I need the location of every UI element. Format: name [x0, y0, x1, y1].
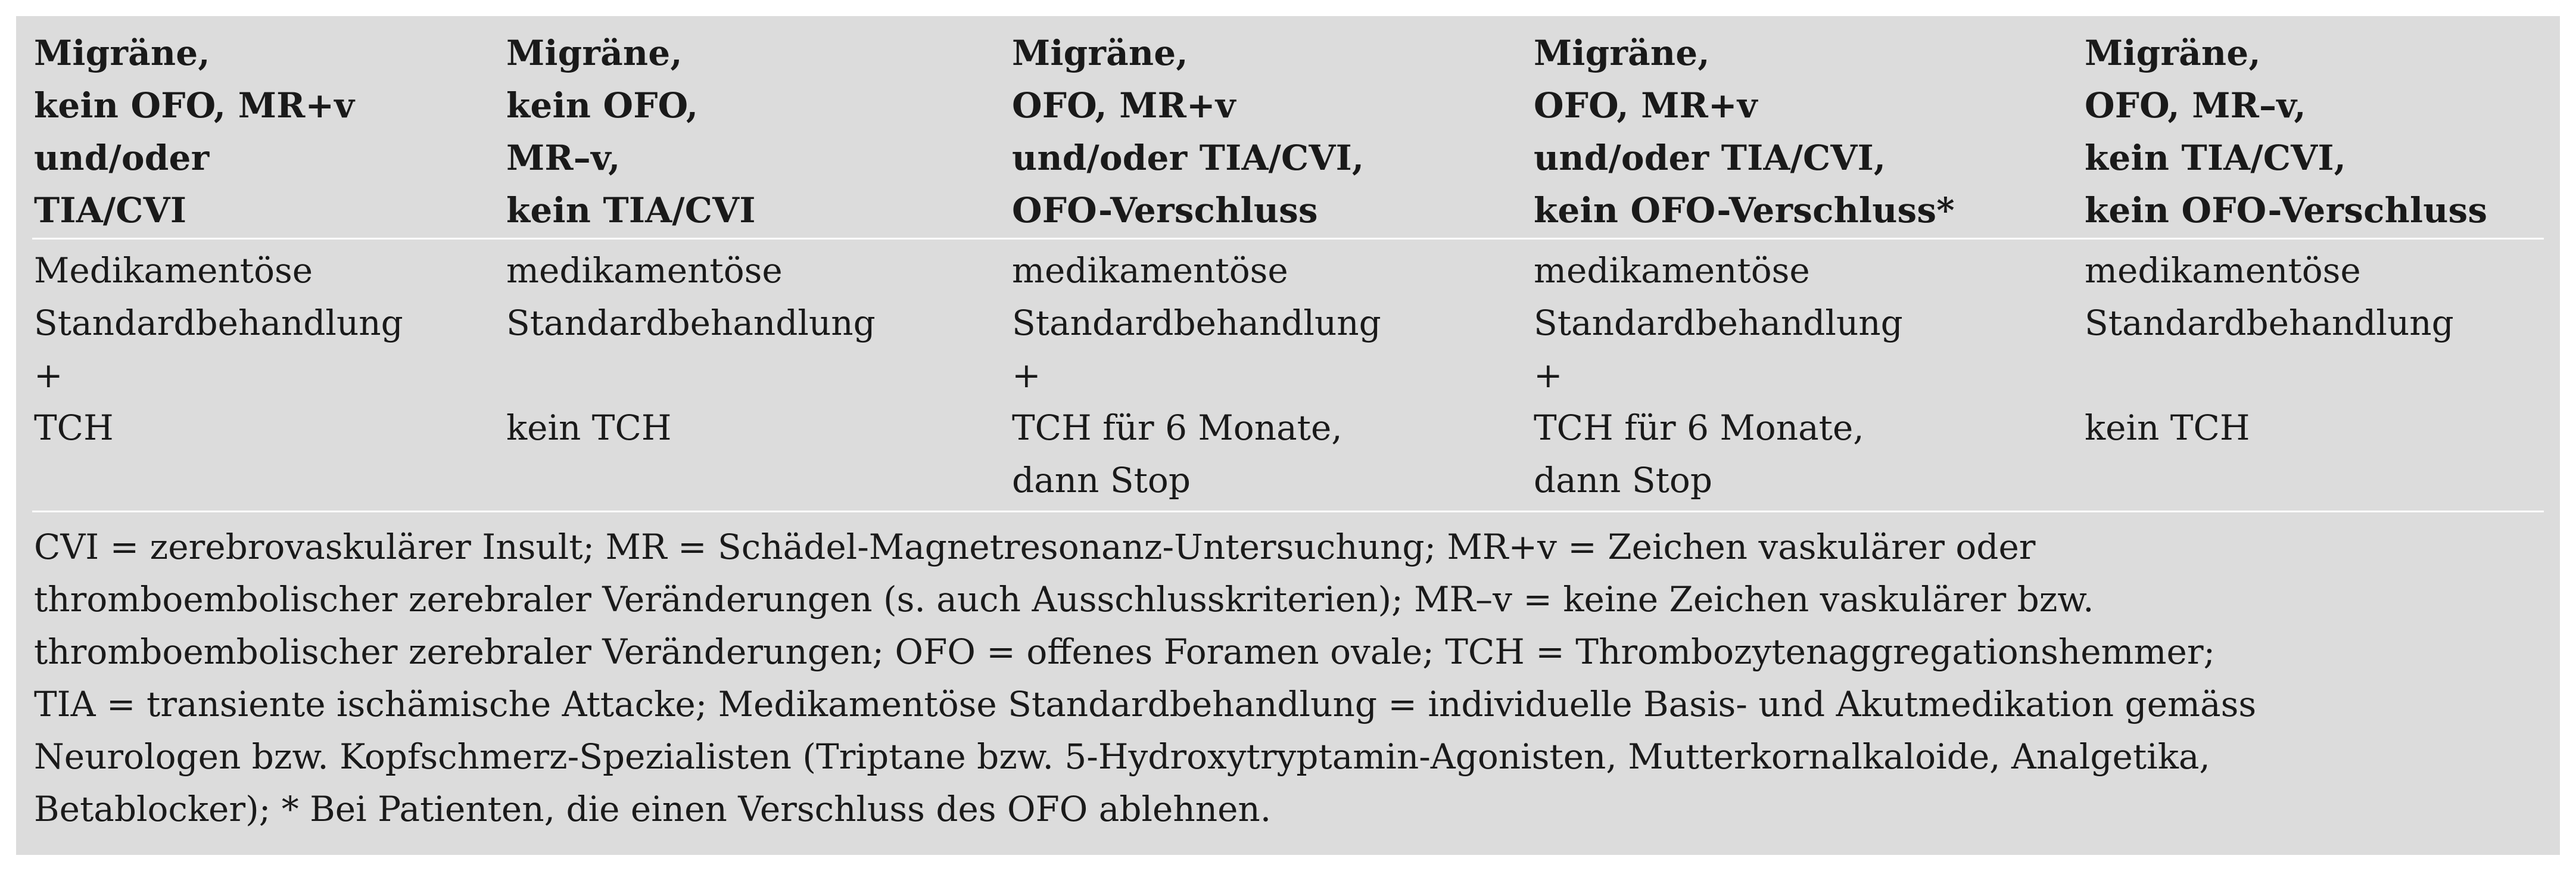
body-line: + — [34, 355, 63, 396]
body-line: TCH für 6 Monate, — [1012, 407, 1342, 448]
footnote-divider — [32, 511, 2544, 512]
body-line: kein TCH — [2085, 407, 2250, 448]
body-line: dann Stop — [1012, 460, 1191, 500]
footnote-line: CVI = zerebrovaskulärer Insult; MR = Schädel-Magnetresonanz-Untersuchung; MR+v = Zeichen vaskulärer oder — [34, 527, 2036, 567]
body-line: Standardbehandlung — [1012, 303, 1381, 343]
header-line: Migräne, — [1012, 33, 1188, 73]
footnote-line: thromboembolischer zerebraler Veränderungen (s. auch Ausschlusskriterien); MR–v = keine Zeichen vaskulärer bzw. — [34, 579, 2094, 620]
footnote-line: TIA = transiente ischämische Attacke; Medikamentöse Standardbehandlung = individuelle Basis- und Akutmedikation gemäss — [34, 684, 2257, 724]
column-body — [506, 244, 876, 454]
table-panel — [16, 16, 2560, 855]
body-line: + — [1012, 355, 1041, 396]
footnote-line: Neurologen bzw. Kopfschmerz-Spezialisten (Triptane bzw. 5-Hydroxytryptamin-Agonisten, Mutterkornalkaloide, Analgetika, — [34, 736, 2210, 777]
body-line: TCH für 6 Monate, — [1534, 407, 1864, 448]
body-line: Standardbehandlung — [506, 303, 876, 343]
column-header — [1012, 27, 1364, 237]
body-line: Medikamentöse — [34, 250, 313, 291]
column-body — [2085, 244, 2454, 454]
column-header — [506, 27, 756, 237]
body-line: medikamentöse — [1012, 250, 1288, 291]
body-line: TCH — [34, 407, 114, 448]
header-line: und/oder TIA/CVI, — [1534, 138, 1886, 178]
column-body — [1012, 244, 1381, 506]
column-body — [1534, 244, 1903, 506]
header-line: und/oder TIA/CVI, — [1012, 138, 1365, 178]
body-line: medikamentöse — [1534, 250, 1810, 291]
header-line: kein OFO, — [506, 85, 699, 126]
header-line: Migräne, — [2085, 33, 2261, 73]
header-line: kein TIA/CVI — [506, 190, 756, 231]
body-line: Standardbehandlung — [1534, 303, 1903, 343]
header-line: und/oder — [34, 138, 210, 178]
header-line: TIA/CVI — [34, 190, 187, 231]
body-line: Standardbehandlung — [2085, 303, 2454, 343]
footnote-line: thromboembolischer zerebraler Veränderungen; OFO = offenes Foramen ovale; TCH = Thrombozytenaggregationshemmer; — [34, 632, 2216, 672]
body-line: medikamentöse — [506, 250, 783, 291]
body-line — [506, 349, 876, 402]
body-line: dann Stop — [1534, 460, 1712, 500]
header-line: OFO, MR–v, — [2085, 85, 2306, 126]
header-divider — [32, 238, 2544, 239]
body-line: + — [1534, 355, 1563, 396]
body-line: kein TCH — [506, 407, 672, 448]
column-header — [1534, 27, 1955, 237]
header-line: Migräne, — [34, 33, 210, 73]
header-line: OFO-Verschluss — [1012, 190, 1318, 231]
header-line: Migräne, — [1534, 33, 1710, 73]
header-line: OFO, MR+v — [1012, 85, 1236, 126]
header-line: Migräne, — [506, 33, 683, 73]
header-line: kein OFO, MR+v — [34, 85, 355, 126]
header-line: kein OFO-Verschluss — [2085, 190, 2488, 231]
table-footnote — [34, 521, 2541, 835]
column-body — [34, 244, 403, 454]
footnote-line: Betablocker); * Bei Patienten, die einen Verschluss des OFO ablehnen. — [34, 789, 1272, 829]
header-line: kein TIA/CVI, — [2085, 138, 2347, 178]
column-header — [2085, 27, 2487, 237]
column-header — [34, 27, 354, 237]
header-line: OFO, MR+v — [1534, 85, 1758, 126]
body-line: Standardbehandlung — [34, 303, 403, 343]
header-line: MR–v, — [506, 138, 621, 178]
header-line: kein OFO-Verschluss* — [1534, 190, 1955, 231]
body-line — [2085, 349, 2454, 402]
body-line: medikamentöse — [2085, 250, 2361, 291]
